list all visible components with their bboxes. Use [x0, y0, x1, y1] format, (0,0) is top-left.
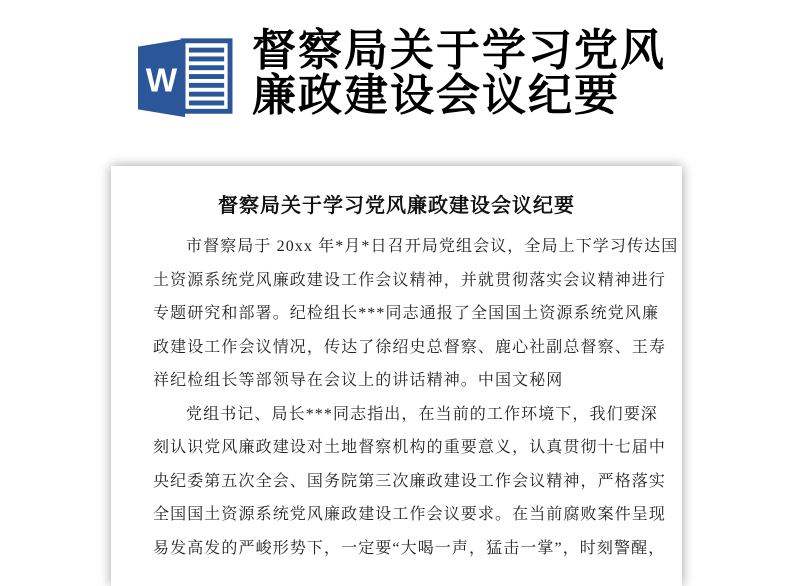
- page-title: [252, 28, 666, 118]
- document-text-line: 政建设工作会议情况，传达了徐绍史总督察、鹿心社副总督察、王寿: [153, 338, 667, 356]
- document-text-line: 土资源系统党风廉政建设工作会议精神，并就贯彻落实会议精神进行: [153, 271, 667, 289]
- word-icon: [138, 36, 232, 120]
- paragraph-1: [153, 230, 679, 398]
- word-icon-letter: W: [145, 62, 178, 100]
- document-text-line: 市督察局于 20xx 年*月*日召开局党组会议，全局上下学习传达国: [186, 238, 679, 255]
- header: [138, 28, 666, 120]
- document-text-line: 党组书记、局长***同志指出，在当前的工作环境下，我们要深: [186, 405, 658, 423]
- paragraph-2: [153, 398, 667, 566]
- document-page: [111, 166, 682, 586]
- document-text-line: 全国国土资源系统党风廉政建设工作会议要求。在当前腐败案件呈现: [153, 506, 667, 523]
- page-title-line2: 廉政建设会议纪要: [252, 71, 620, 120]
- document-text-line: 专题研究和部署。纪检组长***同志通报了全国国土资源系统党风廉: [153, 305, 660, 322]
- document-text-line: 易发高发的严峻形势下，一定要“大喝一声，猛击一掌”，时刻警醒，: [153, 539, 666, 557]
- document-title: 督察局关于学习党风廉政建设会议纪要: [218, 195, 575, 217]
- document-text-line: 祥纪检组长等部领导在会议上的讲话精神。中国文秘网: [153, 372, 564, 389]
- document-text-line: 央纪委第五次全会、国务院第三次廉政建设工作会议精神，严格落实: [153, 472, 667, 490]
- page-title-line1: 督察局关于学习党风: [252, 26, 666, 75]
- document-text-line: 刻认识党风廉政建设对土地督察机构的重要意义，认真贯彻十七届中: [153, 439, 667, 456]
